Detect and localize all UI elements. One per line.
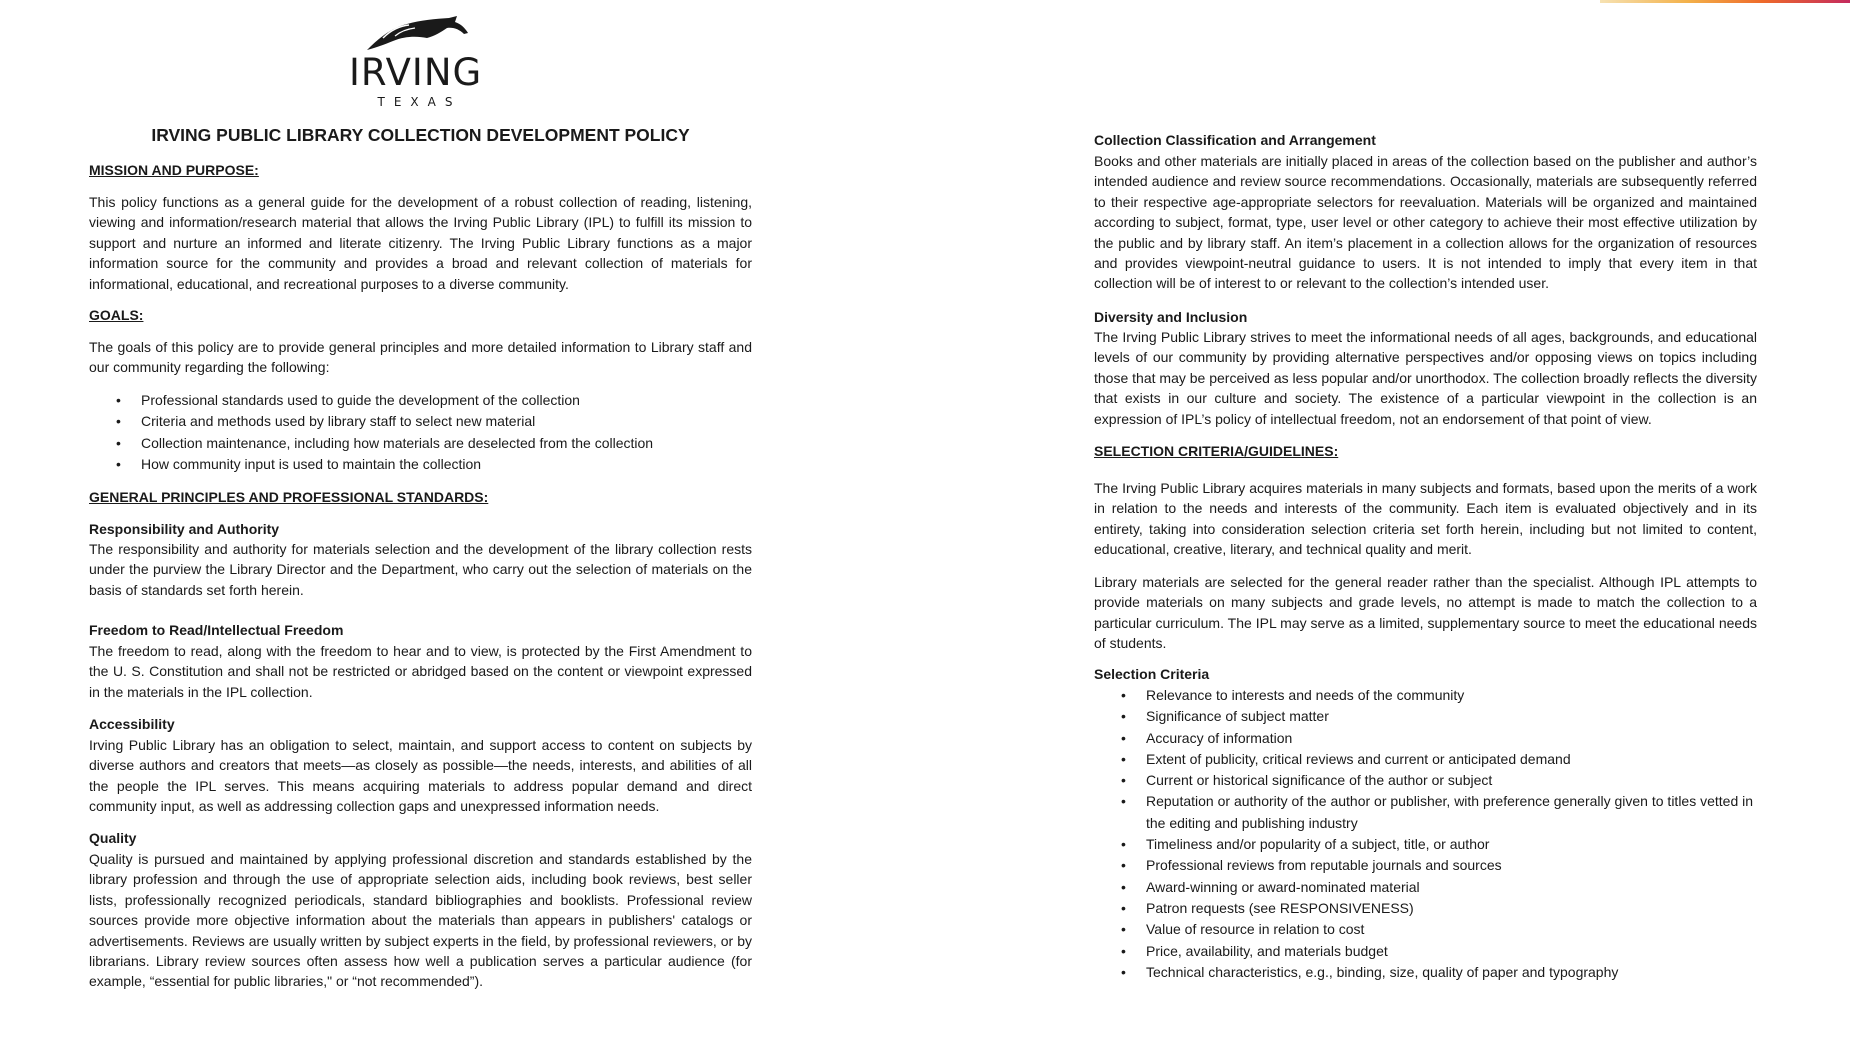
- selection-heading: SELECTION CRITERIA/GUIDELINES:: [1094, 443, 1339, 459]
- document-title: IRVING PUBLIC LIBRARY COLLECTION DEVELOPMENT POLICY: [151, 125, 690, 145]
- list-item: • Collection maintenance, including how materials are deselected from the collection: [89, 433, 752, 454]
- list-item: • How community input is used to maintain the collection: [89, 454, 752, 475]
- classification-text: Books and other materials are initially placed in areas of the collection based on the publisher and author’s intended audience and review source recommendations. Occasionally, materials are subsequently referred to their respective age-appropriate selectors for reevaluation. Materials will be organized and maintained according to subject, format, type, user level or other category to achieve their most effective utilization by the public and by library staff. An item’s placement in a collection allows for the organization of resources and provides viewpoint-neutral guidance to users. It is not intended to imply that every item in that collection will be of interest to or relevant to the collection’s intended user.: [1094, 153, 1757, 292]
- selection-para-1: The Irving Public Library acquires materials in many subjects and formats, based upon the merits of a work in relation to the needs and interests of the community. Each item is evaluated objectively and in its entirety, taking into consideration selection criteria set forth herein, including but not limited to content, educational, creative, literary, and technical quality and merit.: [1094, 480, 1757, 558]
- list-item: • Professional standards used to guide the development of the collection: [89, 390, 752, 411]
- diversity-text: The Irving Public Library strives to meet the informational needs of all ages, backgrounds, and educational levels of our community by providing alternative perspectives and/or opposing views on topics including those that may be perceived as less popular and/or unorthodox. The collection broadly reflects the diversity that exists in our culture and society. The existence of a particular viewpoint in the collection is an expression of IPL’s policy of intellectual freedom, not an endorsement of that point of view.: [1094, 329, 1757, 427]
- accessibility-heading: Accessibility: [89, 716, 175, 732]
- accessibility-text: Irving Public Library has an obligation to select, maintain, and support access to content on subjects by diverse authors and creators that meets—as closely as possible—the needs, interests, and abilities of all the people the IPL serves. This means acquiring materials to address popular demand and direct community input, as well as addressing collection gaps and unexpressed information needs.: [89, 737, 752, 815]
- freedom-text: The freedom to read, along with the freedom to hear and to view, is protected by the First Amendment to the U. S. Constitution and shall not be restricted or abridged based on the content or viewpoint expressed in the materials in the IPL collection.: [89, 643, 752, 700]
- responsibility-heading: Responsibility and Authority: [89, 521, 280, 537]
- mission-heading: MISSION AND PURPOSE:: [89, 162, 259, 178]
- goals-text: The goals of this policy are to provide general principles and more detailed information to Library staff and our community regarding the following:: [89, 339, 752, 376]
- list-item: • Price, availability, and materials budget: [1094, 941, 1757, 962]
- list-item: • Criteria and methods used by library staff to select new material: [89, 411, 752, 432]
- irving-logo: [349, 14, 483, 109]
- list-item: • Current or historical significance of the author or subject: [1094, 770, 1757, 791]
- list-item: • Award-winning or award-nominated material: [1094, 877, 1757, 898]
- criteria-list: [1094, 685, 1757, 983]
- list-item: • Patron requests (see RESPONSIVENESS): [1094, 898, 1757, 919]
- logo-subtitle: TEXAS: [377, 95, 462, 109]
- list-item: • Reputation or authority of the author or publisher, with preference generally given to titles vetted in the editing and publishing industry: [1094, 791, 1757, 834]
- principles-heading: GENERAL PRINCIPLES AND PROFESSIONAL STANDARDS:: [89, 489, 489, 505]
- list-item: • Technical characteristics, e.g., binding, size, quality of paper and typography: [1094, 962, 1757, 983]
- accent-bar: [1600, 0, 1850, 3]
- list-item: • Accuracy of information: [1094, 728, 1757, 749]
- list-item: • Significance of subject matter: [1094, 706, 1757, 727]
- logo-wordmark: IRVING: [349, 51, 483, 94]
- goals-list: [89, 390, 752, 475]
- quality-heading: Quality: [89, 830, 137, 846]
- selection-para-2: Library materials are selected for the general reader rather than the specialist. Although IPL attempts to provide materials on many subjects and grade levels, no attempt is made to match the collection to a particular curriculum. The IPL may serve as a limited, supplementary source to meet the educational needs of students.: [1094, 574, 1757, 652]
- criteria-heading: Selection Criteria: [1094, 666, 1210, 682]
- mission-text: This policy functions as a general guide for the development of a robust collection of reading, listening, viewing and information/research material that allows the Irving Public Library (IPL) to fulfill its mission to support and nurture an informed and literate citizenry. The Irving Public Library functions as a major information source for the community and provides a broad and relevant collection of materials for informational, educational, and recreational purposes to a diverse community.: [89, 194, 752, 292]
- goals-heading: GOALS:: [89, 307, 144, 323]
- list-item: • Relevance to interests and needs of the community: [1094, 685, 1757, 706]
- quality-text: Quality is pursued and maintained by applying professional discretion and standards established by the library profession and through the use of appropriate selection aids, including book reviews, best seller lists, professionally recognized periodicals, standard bibliographies and booklists. Professional review sources provide more objective information about the materials than appears in publishers' catalogs or advertisements. Reviews are usually written by subject experts in the field, by professional reviewers, or by librarians. Library review sources often assess how well a publication serves a particular audience (for example, “essential for public libraries," or “not recommended”).: [89, 851, 752, 990]
- classification-heading: Collection Classification and Arrangement: [1094, 132, 1376, 148]
- list-item: • Timeliness and/or popularity of a subject, title, or author: [1094, 834, 1757, 855]
- list-item: • Professional reviews from reputable journals and sources: [1094, 855, 1757, 876]
- list-item: • Extent of publicity, critical reviews and current or anticipated demand: [1094, 749, 1757, 770]
- list-item: • Value of resource in relation to cost: [1094, 919, 1757, 940]
- mustang-icon: [365, 14, 469, 52]
- diversity-heading: Diversity and Inclusion: [1094, 309, 1248, 325]
- freedom-heading: Freedom to Read/Intellectual Freedom: [89, 622, 344, 638]
- responsibility-text: The responsibility and authority for materials selection and the development of the library collection rests under the purview the Library Director and the Department, who carry out the selection of materials on the basis of standards set forth herein.: [89, 541, 752, 598]
